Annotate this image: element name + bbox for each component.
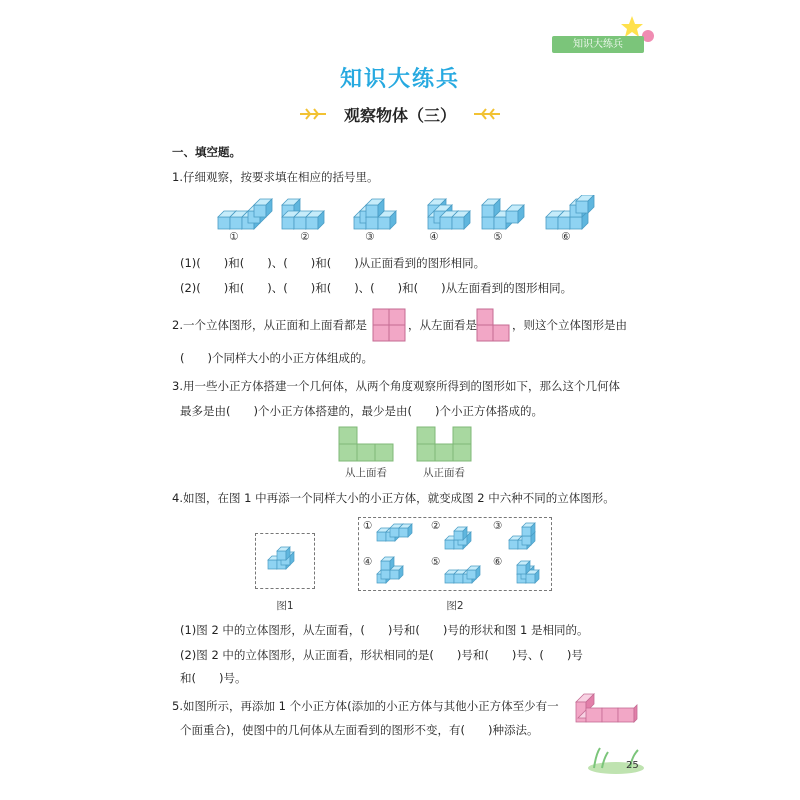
q2-left-view [476,308,510,342]
q4-fig2-shape-2 [445,527,471,549]
q1-figure-5 [482,199,524,229]
q3-front-view [416,426,472,462]
q3-line-2: 最多是由( )个小正方体搭建的，最少是由( )个小正方体搭成的。 [180,404,543,418]
page-number: 25 [626,760,639,771]
q1-label-4: ④ [429,231,439,243]
q5-figure [574,692,638,724]
q1-label-1: ① [229,231,239,243]
q1-figure-1 [218,199,272,229]
q4-fig2-label-6: ⑥ [493,556,503,568]
q4-line-2: (2)图 2 中的立体图形，从正面看，形状相同的是( )号和( )号、( )号 [180,648,583,662]
q4-figure-1-box [255,533,315,589]
q1-figure-2 [282,199,324,229]
q2-part-1: 2.一个立体图形，从正面和上面看都是 [172,318,367,332]
q4-fig2-shape-5 [445,566,480,583]
q1-figures [216,195,596,247]
q5-line-2: 个面重合)，使图中的几何体从左面看到的图形不变，有( )种添法。 [180,723,539,737]
q4-fig2-label-1: ① [363,520,373,532]
q3-caption-front: 从正面看 [423,467,465,479]
q4-figure-2-shapes [359,518,551,590]
q1-line-1: (1)( )和( )、( )和( )从正面看到的图形相同。 [180,256,486,270]
q4-fig2-shape-4 [377,557,403,583]
header-badge: 知识大练兵 [552,36,644,53]
section-heading: 一、填空题。 [172,145,241,159]
q1-figure-4 [428,199,470,229]
q3-caption-top: 从上面看 [345,467,387,479]
q4-fig2-shape-1 [377,524,412,541]
q2-line-2: ( )个同样大小的小正方体组成的。 [180,351,373,365]
wheat-right-icon [472,107,502,121]
q4-fig2-label-4: ④ [363,556,373,568]
q1-label-3: ③ [365,231,375,243]
q1-line-2: (2)( )和( )、( )和( )、( )和( )从左面看到的图形相同。 [180,281,573,295]
q4-line-3: 和( )号。 [180,671,247,685]
q4-fig1-caption: 图1 [276,600,294,612]
page-subtitle: 观察物体（三） [343,106,456,125]
q3-top-view [338,426,394,462]
q4-line-1: (1)图 2 中的立体图形，从左面看，( )号和( )号的形状和图 1 是相同的。 [180,623,589,637]
q1-label-2: ② [300,231,310,243]
q3-line-1: 3.用一些小正方体搭建一个几何体，从两个角度观察所得到的图形如下，那么这个几何体 [172,379,620,393]
q5-line-1: 5.如图所示，再添加 1 个小正方体(添加的小正方体与其他小正方体至少有一 [172,699,559,713]
q4-fig2-label-2: ② [431,520,441,532]
q4-fig2-label-5: ⑤ [431,556,441,568]
q4-fig2-shape-3 [509,523,535,549]
q1-figure-3 [354,199,396,229]
page-title: 知识大练兵 [339,67,460,92]
q4-fig2-caption: 图2 [446,600,464,612]
q4-figure-1 [256,534,314,588]
q4-fig2-label-3: ③ [493,520,503,532]
q1-figure-6 [546,195,594,229]
q2-part-3: ，则这个立体图形是由 [512,318,627,332]
q2-part-2: ，从左面看是 [408,318,477,332]
q4-stem: 4.如图，在图 1 中再添一个同样大小的小正方体，就变成图 2 中六种不同的立体图形。 [172,491,615,505]
q1-label-6: ⑥ [561,231,571,243]
q1-label-5: ⑤ [493,231,503,243]
q4-fig2-shape-6 [517,561,539,583]
q4-figure-2-box [358,517,552,591]
q2-front-top-view [372,308,406,342]
q1-stem: 1.仔细观察，按要求填在相应的括号里。 [172,170,379,184]
